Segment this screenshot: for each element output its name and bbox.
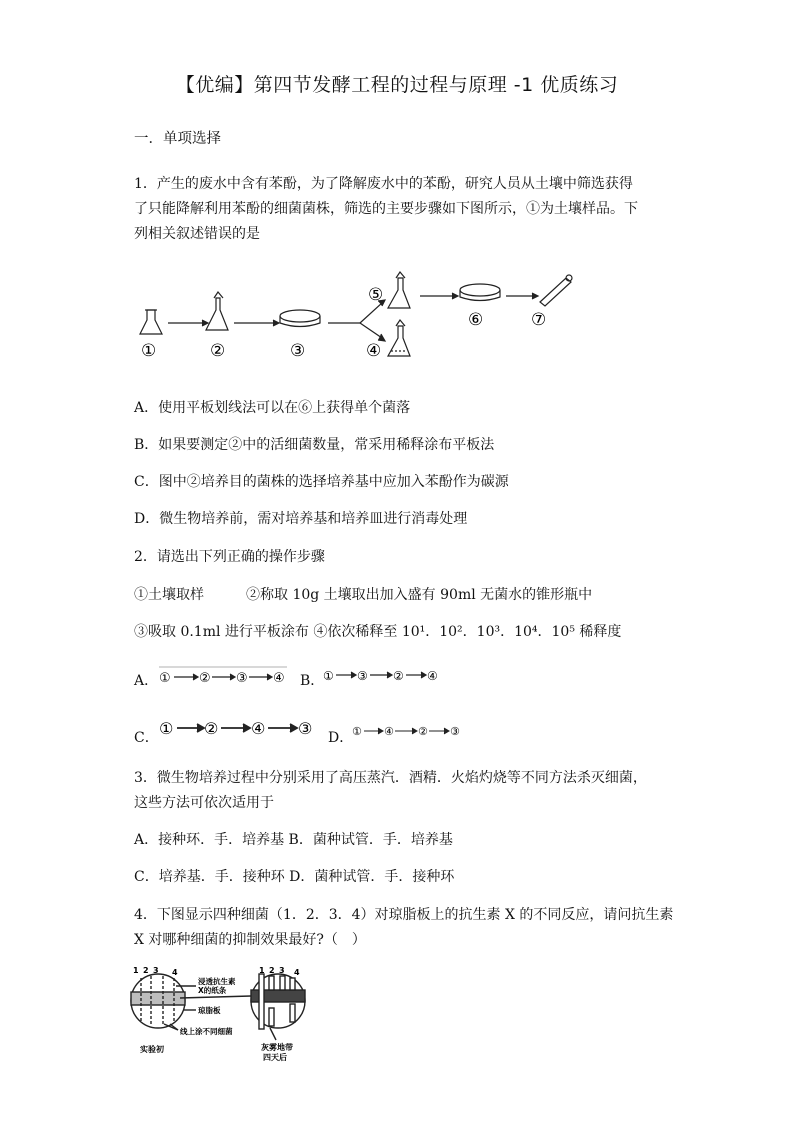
fig4-r-num-3: 3 xyxy=(279,966,285,975)
seq-step: ④ xyxy=(251,719,266,738)
q1-stem-line-2: 了只能降解利用苯酚的细菌菌株，筛选的主要步骤如下图所示，①为土壤样品。下 xyxy=(134,201,638,217)
q2-stem: 2．请选出下列正确的操作步骤 xyxy=(134,549,325,565)
fig4-agar-label: 琼脂板 xyxy=(198,1006,221,1015)
seq-step: ① xyxy=(159,719,174,738)
seq-step: ③ xyxy=(298,719,313,738)
q1-stem-line-3: 列相关叙述错误的是 xyxy=(134,226,260,242)
q2-option-b-sequence xyxy=(323,664,443,690)
fig4-after-label: 四天后 xyxy=(263,1053,287,1062)
fig4-num-4: 4 xyxy=(172,968,178,977)
fig-label-4: ④ xyxy=(366,341,382,361)
q2-option-d-letter: D． xyxy=(328,730,354,746)
q4-stem-line-2: X 对哪种细菌的抑制效果最好?（ ） xyxy=(134,932,366,948)
fig-label-5: ⑤ xyxy=(368,285,384,305)
q1-option-b: B．如果要测定②中的活细菌数量，常采用稀释涂布平板法 xyxy=(134,437,495,453)
fig4-r-num-1: 1 xyxy=(259,966,265,975)
fig4-zone-label: 灰雾地带 xyxy=(261,1043,293,1052)
flask-icon xyxy=(388,278,410,308)
fig4-num-1: 1 xyxy=(133,966,139,975)
test-tube-icon xyxy=(540,278,571,306)
q1-option-d: D．微生物培养前，需对培养基和培养皿进行消毒处理 xyxy=(134,511,468,527)
petri-dish-icon xyxy=(460,284,500,296)
fig4-paper-label-2: X的纸条 xyxy=(198,986,227,995)
seq-step: ④ xyxy=(273,671,285,686)
q2-option-a-letter: A． xyxy=(134,673,159,689)
q3-options-line-1: A．接种环．手．培养基 B．菌种试管．手．培养基 xyxy=(134,832,453,848)
petri-dish-icon xyxy=(280,310,320,322)
q1-option-c: C．图中②培养目的菌株的选择培养基中应加入苯酚作为碳源 xyxy=(134,474,509,490)
fig-label-7: ⑦ xyxy=(531,310,547,330)
q2-option-c-letter: C． xyxy=(134,730,159,746)
section-heading: 一．单项选择 xyxy=(134,131,221,147)
fig-label-2: ② xyxy=(210,341,226,361)
fig4-num-2: 2 xyxy=(143,966,149,975)
seq-step: ③ xyxy=(236,671,248,686)
q4-figure xyxy=(128,964,318,1064)
q2-steps-line-2: ③吸取 0.1ml 进行平板涂布 ④依次稀释至 10¹．10²．10³．10⁴．10⁵ 稀释度 xyxy=(134,624,622,640)
seq-step: ② xyxy=(204,719,219,738)
fig4-r-num-2: 2 xyxy=(269,966,275,975)
q2-option-d-sequence xyxy=(352,720,472,746)
fig4-lines-label: 线上涂不同细菌 xyxy=(180,1027,233,1036)
seq-step: ③ xyxy=(450,725,460,738)
seq-step: ④ xyxy=(384,725,394,738)
fig4-paper-label: 浸透抗生素 xyxy=(198,977,236,986)
seq-step: ② xyxy=(393,669,404,683)
flask-icon xyxy=(206,298,228,330)
q2-option-a-sequence xyxy=(157,665,289,691)
fig4-r-num-4: 4 xyxy=(294,968,300,977)
seq-step: ② xyxy=(199,671,211,686)
q2-steps-line-1: ①土壤取样 ②称取 10g 土壤取出加入盛有 90ml 无菌水的锥形瓶中 xyxy=(134,587,593,603)
q1-stem-line-1: 1．产生的废水中含有苯酚，为了降解废水中的苯酚，研究人员从土壤中筛选获得 xyxy=(134,176,633,192)
fig4-start-label: 实验初 xyxy=(140,1045,164,1054)
q4-stem-line-1: 4．下图显示四种细菌（1．2．3．4）对琼脂板上的抗生素 X 的不同反应，请问抗生素 xyxy=(134,907,674,923)
q2-option-c-sequence xyxy=(157,715,317,745)
q2-option-b-letter: B． xyxy=(300,673,325,689)
q1-figure xyxy=(130,268,590,368)
page-title: 【优编】第四节发酵工程的过程与原理 -1 优质练习 xyxy=(175,74,619,96)
seq-step: ② xyxy=(418,725,428,738)
fig4-num-3: 3 xyxy=(153,966,159,975)
q3-stem-line-2: 这些方法可依次适用于 xyxy=(134,795,274,811)
q1-option-a: A．使用平板划线法可以在⑥上获得单个菌落 xyxy=(134,400,411,416)
fig-label-6: ⑥ xyxy=(468,310,484,330)
q3-options-line-2: C．培养基．手．接种环 D．菌种试管．手．接种环 xyxy=(134,869,455,885)
seq-step: ① xyxy=(352,725,362,738)
q3-stem-line-1: 3．微生物培养过程中分别采用了高压蒸汽．酒精．火焰灼烧等不同方法杀灭细菌， xyxy=(134,770,647,786)
seq-step: ① xyxy=(323,669,334,683)
seq-step: ③ xyxy=(357,669,368,683)
seq-step: ④ xyxy=(427,669,438,683)
seq-step: ① xyxy=(159,671,171,686)
flask-icon xyxy=(140,310,162,334)
fig-label-3: ③ xyxy=(290,341,306,361)
fig-label-1: ① xyxy=(141,341,157,361)
